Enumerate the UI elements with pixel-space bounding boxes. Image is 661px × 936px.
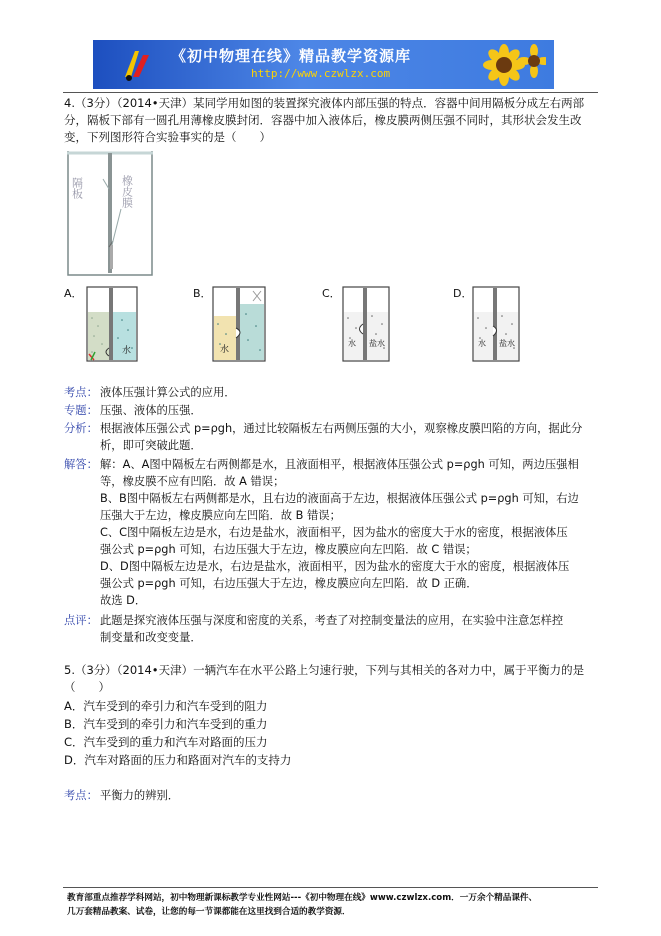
kaodian-label: 考点：	[64, 386, 98, 399]
fenxi-line: 析，即可突破此题．	[100, 439, 202, 452]
option-a-right-liquid: 水	[122, 346, 132, 356]
question-4-line: 变，下列图形符合实验事实的是（ ）	[64, 130, 271, 144]
q5-kaodian-label: 考点：	[64, 789, 98, 802]
jieda-label: 解答：	[64, 458, 98, 471]
option-a-label[interactable]: A．	[64, 287, 83, 300]
page-footer	[67, 891, 597, 919]
q5-option-c[interactable]: C．汽车受到的重力和汽车对路面的压力	[64, 735, 268, 749]
fenxi-label: 分析：	[64, 422, 98, 435]
sunflower-icon	[482, 43, 546, 87]
jieda-line: 等，橡皮膜不应有凹陷．故 A 错误；	[100, 475, 285, 488]
jieda-line: B、B图中隔板左右两侧都是水，且右边的液面高于左边，根据液体压强公式 p=ρgh 可知，右边	[100, 492, 579, 505]
fenxi-body	[100, 420, 599, 454]
question-5	[64, 662, 589, 696]
footer-line: 几万套精品教案、试卷，让您的每一节课都能在这里找到合适的教学资源．	[67, 907, 351, 917]
question-5-line: 5.（3分）（2014•天津）一辆汽车在水平公路上匀速行驶，下列与其相关的各对力中，属于平衡力的是	[64, 663, 585, 677]
option-c-left-liquid: 水	[348, 339, 356, 348]
option-b-left-liquid: 水	[220, 345, 230, 355]
dianping-section	[64, 612, 599, 646]
option-b-figure[interactable]	[212, 286, 266, 362]
kaodian-section	[64, 384, 599, 401]
dianping-label: 点评：	[64, 614, 98, 627]
banner-url[interactable]: http://www.czwlzx.com	[251, 67, 391, 80]
jieda-line: 故选 D．	[100, 594, 147, 607]
jieda-line: 压强大于左边，橡皮膜应向左凹陷．故 B 错误；	[100, 509, 341, 522]
footer-rule	[63, 887, 598, 888]
header-rule	[63, 92, 598, 93]
fenxi-line: 根据液体压强公式 p=ρgh，通过比较隔板左右两侧压强的大小，观察橡皮膜凹陷的方向，据此分	[100, 422, 583, 435]
question-4-line: 4.（3分）（2014•天津）某同学用如图的装置探究液体内部压强的特点．容器中间用隔板分成左右两部	[64, 96, 585, 110]
partition-label: 隔板	[70, 177, 84, 199]
jieda-section	[64, 456, 599, 611]
jieda-line: 强公式 p=ρgh 可知，右边压强大于左边，橡皮膜应向左凹陷．故 D 正确．	[100, 577, 478, 590]
q5-option-a[interactable]: A．汽车受到的牵引力和汽车受到的阻力	[64, 699, 268, 713]
option-b-label[interactable]: B．	[193, 287, 212, 300]
option-a-figure[interactable]	[86, 286, 138, 362]
jieda-body	[100, 456, 599, 609]
q5-kaodian-section	[64, 787, 599, 804]
dianping-body	[100, 612, 599, 646]
q5-option-b[interactable]: B．汽车受到的牵引力和汽车受到的重力	[64, 717, 268, 731]
question-4-line: 分，隔板下部有一圆孔用薄橡皮膜封闭．容器中加入液体后，橡皮膜两侧压强不同时，其形状会发生改	[64, 113, 582, 127]
footer-line: 教育部重点推荐学科网站，初中物理新课标教学专业性网站---《初中物理在线》www.czwlzx.com．一万余个精品课件、	[67, 893, 538, 903]
membrane-label: 橡皮膜	[120, 175, 134, 208]
jieda-line: 强公式 p=ρgh 可知，右边压强大于左边，橡皮膜应向左凹陷．故 C 错误；	[100, 543, 477, 556]
question-4	[64, 95, 589, 146]
fenxi-section	[64, 420, 599, 454]
option-d-left-liquid: 水	[478, 339, 486, 348]
q5-option-d[interactable]: D．汽车对路面的压力和路面对汽车的支持力	[64, 753, 292, 767]
zhuanti-label: 专题：	[64, 404, 98, 417]
kaodian-text: 液体压强计算公式的应用．	[100, 386, 236, 399]
dianping-line: 制变量和改变变量．	[100, 631, 202, 644]
question-5-line: （ ）	[64, 680, 110, 694]
option-d-label[interactable]: D．	[453, 287, 473, 300]
jieda-line: D、D图中隔板左边是水，右边是盐水，液面相平，因为盐水的密度大于水的密度，根据液体压	[100, 560, 570, 573]
site-banner	[93, 40, 554, 89]
q5-kaodian-text: 平衡力的辨别．	[100, 789, 180, 802]
option-d-figure[interactable]	[472, 286, 520, 362]
apparatus-figure	[65, 149, 155, 279]
jieda-line: 解：A、A图中隔板左右两侧都是水，且液面相平，根据液体压强公式 p=ρgh 可知，两边压强相	[100, 458, 579, 471]
option-c-right-liquid: 盐水	[369, 339, 385, 348]
zhuanti-section	[64, 402, 599, 419]
zhuanti-text: 压强、液体的压强．	[100, 404, 202, 417]
option-c-label[interactable]: C．	[322, 287, 341, 300]
question-5-options	[64, 697, 589, 769]
dianping-line: 此题是探究液体压强与深度和密度的关系，考查了对控制变量法的应用，在实验中注意怎样控	[100, 614, 564, 627]
option-c-figure[interactable]	[342, 286, 390, 362]
option-d-right-liquid: 盐水	[499, 339, 515, 348]
site-logo-icon	[121, 47, 153, 83]
jieda-line: C、C图中隔板左边是水，右边是盐水，液面相平，因为盐水的密度大于水的密度，根据液体压	[100, 526, 568, 539]
banner-title: 《初中物理在线》精品教学资源库	[171, 47, 412, 65]
